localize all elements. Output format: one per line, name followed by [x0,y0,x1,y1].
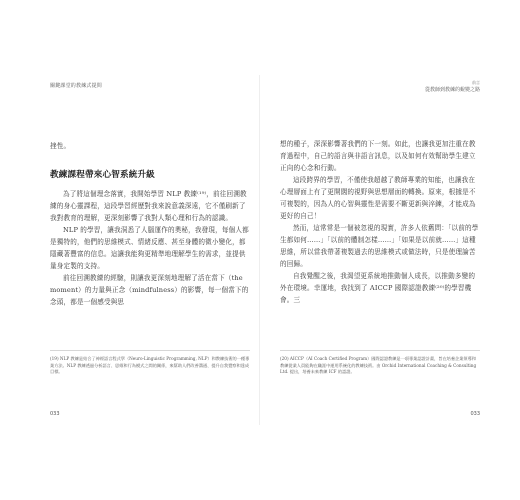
running-head-right [425,80,480,93]
paragraph: 為了將這個理念落實，我開始學習 NLP 教練⁽¹⁹⁾，前往回溯教練的身心靈課程，這段學習經歷對我來說意義深遠，它不僅刷新了我對教育的理解，更深刻影響了我對人類心理和行為的認識。 [50,190,247,222]
footnote-rule [50,350,250,351]
right-page [280,80,480,420]
paragraph: 自我覺醒之後，我渴望更系統地推動個人成長，以推動多變的外在環境。幸運地，我找到了 AICCP 國際認證教練⁽²⁰⁾的學習機會。三 [280,272,476,304]
left-page [50,80,250,420]
running-head-left: 關鍵課堂的教練式提問 [50,83,103,89]
paragraph: 然而，這常常是一個被忽視的現實，許多人依舊問：「以前的學生都如何……」「以前的體制怎樣……」「如果是以前就……」這種思維，所以當我帶著複製過去的思維模式或做法時，只是使理論苦的回歸。 [280,224,479,268]
footnote-rule [280,350,480,351]
paragraph: 想的種子，深深影響著我們的下一刻。如此，也讓我更加注重在教育過程中，自己的語言與非語言訊息，以及如何有效幫助學生建立正向的心念和行動。 [280,140,476,172]
running-head-title: 從教師到教練的蛻變之路 [424,87,480,93]
paragraph: 這段跨界的學習，不僅使我超越了教師專業的知能，也讓我在心理層面上有了更開闊的視野與思想層面的轉換。原來，根據是不可複製的，因為人的心智與靈性是需要不斷更新與淬鍊，才能成為更好的自己！ [280,176,476,220]
paragraph: NLP 的學習，讓我洞悉了人腦運作的奧秘，我發現，每個人都是獨特的，他們的思維模式、情緒反應、甚至身體的微小變化，都隱藏著豐富的信息。這讓我能夠更精準地理解學生的需求，並提供量身定製的支持。 [50,226,249,270]
page-number-left: 033 [50,411,60,417]
section-title: 教練課程帶來心智系統升級 [50,170,155,180]
right-body [280,138,480,306]
footnote: (20) AICCP（AI Coach Certified Program）國際認證教練是一項專業認證計畫，旨在培養企業領導和教練從業人員能夠在職涯中運用系統化的教練技術。由 Orchid International Coaching & Consulting Ltd. 提出，培養未來教練 ICF 的認證。 [280,356,477,375]
gutter-shadow [259,75,260,425]
paragraph: 前往回溯教練的經驗，則讓我更深刻地理解了活在當下（the moment）的力量與正念（mindfulness）的影響，每一個當下的念頭，都是一個感受與思 [50,274,249,306]
page-number-right: 033 [470,411,480,417]
running-head-chapter: 前言 [472,80,480,85]
footnote: (19) NLP 教練是結合了神經語言程式學（Neuro-Linguistic Programming, NLP）和教練技術的一種專業方法。NLP 教練透過分析語言、思維和行為模式之間的關係，來幫助人們改善溝通、提升自我覺察和達成目標。 [50,356,250,375]
left-body [50,140,250,308]
continued-line: 挫性。 [50,142,71,150]
